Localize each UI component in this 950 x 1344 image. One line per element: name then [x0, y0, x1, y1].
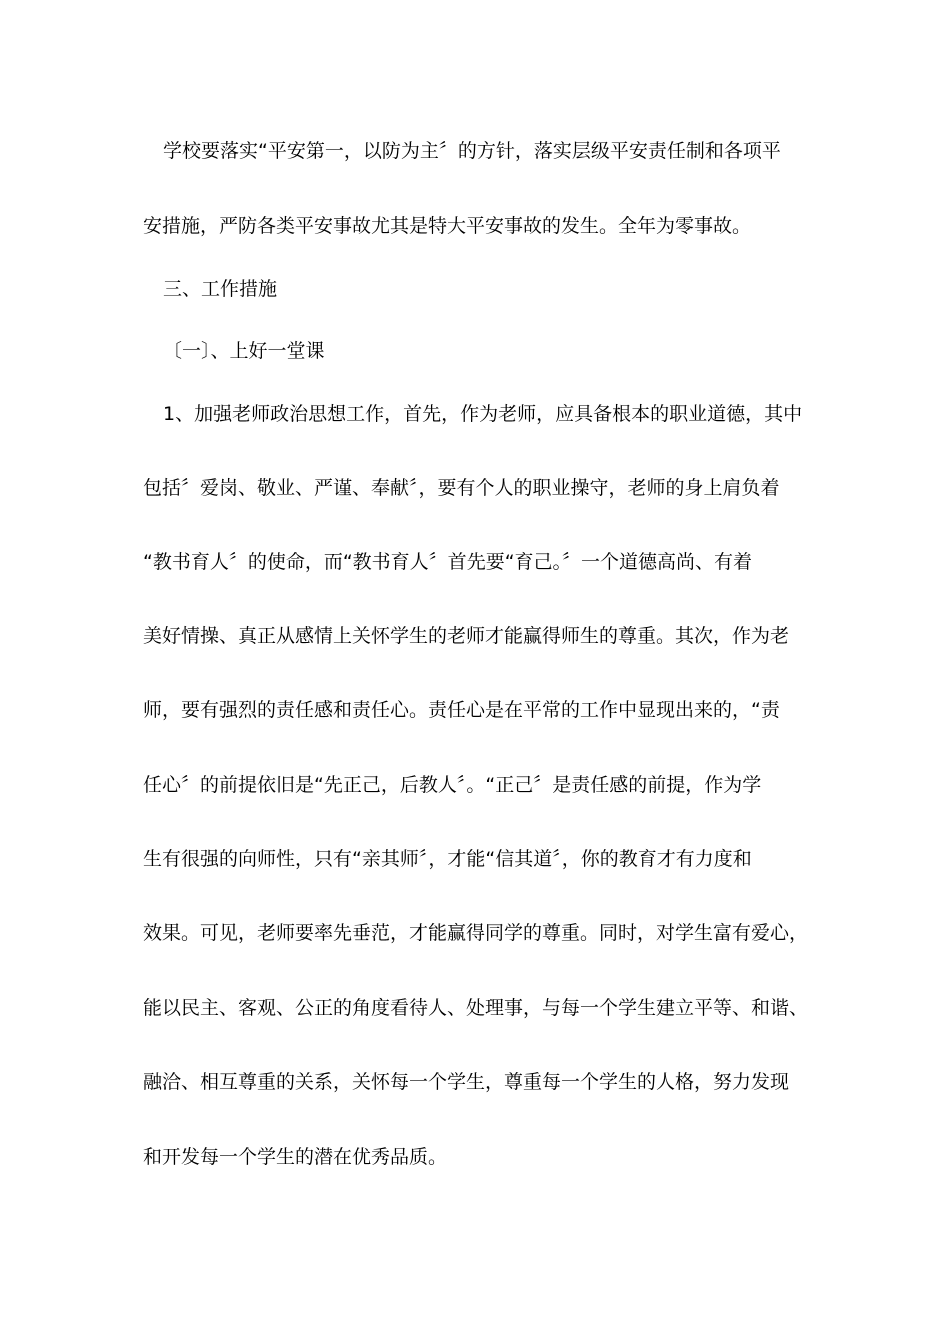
paragraph-2-line-2: 包括〞爱岗、敬业、严谨、奉献〞，要有个人的职业操守，老师的身上肩负着 — [143, 477, 780, 499]
paragraph-2-line-4: 美好情操、真正从感情上关怀学生的老师才能赢得师生的尊重。其次，作为老 — [143, 625, 790, 647]
subsection-heading: 〔一〕、上好一堂课 — [163, 340, 325, 362]
paragraph-2-line-1: 1、加强老师政治思想工作，首先，作为老师，应具备根本的职业道德，其中 — [163, 403, 803, 425]
paragraph-2-line-11: 和开发每一个学生的潜在优秀品质。 — [143, 1146, 448, 1168]
paragraph-2-line-6: 任心〞的前提依旧是“先正己，后教人〞。“正己〞是责任感的前提，作为学 — [143, 774, 762, 796]
paragraph-2-line-9: 能以民主、客观、公正的角度看待人、处理事，与每一个学生建立平等、和谐、 — [143, 997, 809, 1019]
paragraph-2-line-3: “教书育人〞的使命，而“教书育人〞首先要“育己。〞一个道德高尚、有着 — [143, 551, 753, 573]
paragraph-2-line-10: 融洽、相互尊重的关系，关怀每一个学生，尊重每一个学生的人格，努力发现 — [143, 1071, 790, 1093]
section-heading: 三、工作措施 — [163, 278, 278, 300]
paragraph-2-line-5: 师，要有强烈的责任感和责任心。责任心是在平常的工作中显现出来的，“责 — [143, 699, 780, 721]
paragraph-2-line-7: 生有很强的向师性，只有“亲其师〞，才能“信其道〞，你的教育才有力度和 — [143, 848, 752, 870]
paragraph-1-line-1: 学校要落实“平安第一，以防为主〞的方针，落实层级平安责任制和各项平 — [163, 140, 781, 162]
paragraph-2-line-8: 效果。可见，老师要率先垂范，才能赢得同学的尊重。同时，对学生富有爱心， — [143, 922, 809, 944]
paragraph-1-line-2: 安措施，严防各类平安事故尤其是特大平安事故的发生。全年为零事故。 — [143, 215, 752, 237]
